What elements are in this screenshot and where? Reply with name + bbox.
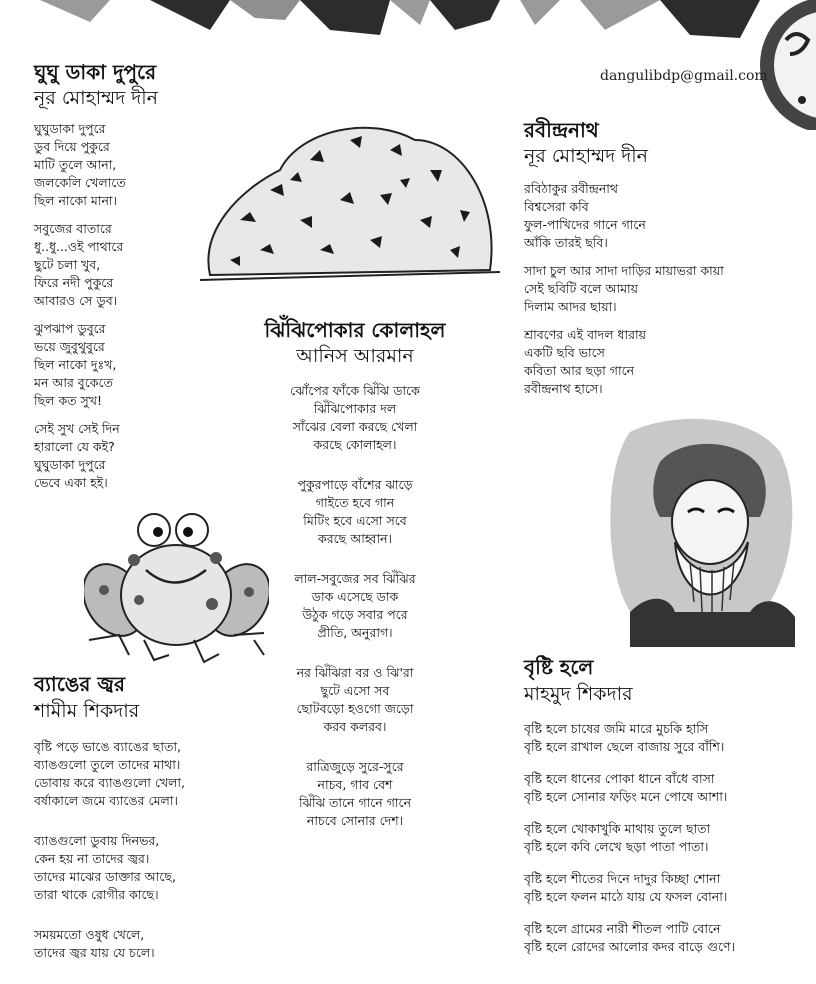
verse-line: বৃষ্টি হলে গ্রামের নারী শীতল পাটি বোনে <box>524 921 721 936</box>
verse-line: ফিরে নদী পুকুরে <box>34 275 114 290</box>
verse-line: ডোবায় করে ব্যাঙগুলো খেলা, <box>34 775 186 790</box>
poem-title-ghughu: ঘুঘু ডাকা দুপুরে <box>34 60 157 84</box>
verse-line: গাইতে হবে গান <box>315 495 395 510</box>
verse-line: বৃষ্টি হলে রোদের আলোর কদর বাড়ে গুণে। <box>524 939 736 954</box>
verse-line: সাঁঝের বেলা করছে খেলা <box>292 419 418 434</box>
stanza <box>240 664 470 736</box>
poem-author-brishti: মাহমুদ শিকদার <box>524 683 633 705</box>
verse-line: ছিল নাকো দুঃখ, <box>34 357 117 372</box>
frog-illustration <box>84 500 269 665</box>
verse-line: একটি ছবি ভাসে <box>524 345 605 360</box>
verse-line: নর ঝিঁঝিরা বর ও ঝি'রা <box>296 665 414 680</box>
verse-line: বৃষ্টি হলে ফলন মাঠে যায় যে ফসল বোনা। <box>524 889 728 904</box>
stanza <box>34 926 264 962</box>
verse-line: বৃষ্টি হলে সোনার ফড়িং মনে পোষে আশা। <box>524 789 728 804</box>
verse-line: ভেবে একা হই। <box>34 475 108 490</box>
verse-line: সাদা চুল আর সাদা দাড়ির মায়াভরা কায়া <box>524 263 724 278</box>
verse-line: করব কলরব। <box>323 719 387 734</box>
poem-body-byang <box>34 738 264 972</box>
verse-line: ব্যাঙগুলো ডুবায় দিনভর, <box>34 833 160 848</box>
verse-line: বৃষ্টি হলে চাষের জমি মারে মুচকি হাসি <box>524 721 709 736</box>
verse-line: ছিল কত সুখ! <box>34 393 103 408</box>
stanza <box>524 326 794 398</box>
verse-line: পুকুরপাড়ে বাঁশের ঝাড়ে <box>297 477 413 492</box>
verse-line: মিটিং হবে এসো সবে <box>303 513 407 528</box>
verse-line: বৃষ্টি হলে খোকাখুকি মাথায় তুলে ছাতা <box>524 821 711 836</box>
stanza <box>524 820 804 856</box>
verse-line: ছুটে এসো সব <box>320 683 390 698</box>
poem-title-byang: ব্যাঙের জ্বর <box>34 672 125 696</box>
verse-line: করছে আহ্বান। <box>318 531 392 546</box>
stanza <box>524 180 794 252</box>
verse-line: জলকেলি খেলাতে <box>34 175 126 190</box>
stanza <box>240 476 470 548</box>
stanza <box>34 738 264 810</box>
poem-title-brishti: বৃষ্টি হলে <box>524 655 594 679</box>
poem-title-jhijhi: ঝিঁঝিপোকার কোলাহল <box>264 318 446 342</box>
verse-line: করছে কোলাহল। <box>313 437 397 452</box>
stanza <box>524 770 804 806</box>
poem-author-rabindra: নূর মোহাম্মদ দীন <box>524 145 648 167</box>
verse-line: রবীন্দ্রনাথ হাসে। <box>524 381 603 396</box>
verse-line: ঘুঘুডাকা দুপুরে <box>34 457 106 472</box>
stanza <box>524 870 804 906</box>
poem-body-brishti <box>524 720 804 966</box>
stanza <box>34 832 264 904</box>
poem-body-rabindra <box>524 180 794 408</box>
verse-line: মাটি তুলে আনা, <box>34 157 117 172</box>
verse-line: বৃষ্টি পড়ে ভাঙে ব্যাঙের ছাতা, <box>34 739 181 754</box>
verse-line: তাদের মাঝের ডাক্তার আছে, <box>34 869 176 884</box>
verse-line: সবুজের বাতারে <box>34 221 112 236</box>
verse-line: সেই ছবিটি বলে আমায় <box>524 281 639 296</box>
bush-illustration <box>200 100 500 290</box>
poem-author-jhijhi: আনিস আরমান <box>296 345 414 367</box>
poem-author-byang: শামীম শিকদার <box>34 700 140 722</box>
verse-line: হারালো যে কই? <box>34 439 115 454</box>
stanza <box>34 120 209 210</box>
verse-line: রাত্রিজুড়ে সুরে-সুরে <box>306 759 404 774</box>
verse-line: ঝিঁঝি তানে গানে গানে <box>298 795 412 810</box>
verse-line: নাচবে সোনার দেশ। <box>306 813 404 828</box>
stanza <box>524 262 794 316</box>
verse-line: ধু..ধু...ওই পাথারে <box>34 239 124 254</box>
verse-line: আঁকি তারই ছবি। <box>524 235 608 250</box>
verse-line: বৃষ্টি হলে কবি লেখে ছড়া পাতা পাতা। <box>524 839 709 854</box>
verse-line: রবিঠাকুর রবীন্দ্রনাথ <box>524 181 619 196</box>
verse-line: ছিল নাকো মানা। <box>34 193 118 208</box>
verse-line: ছুটে চলা খুব, <box>34 257 101 272</box>
stanza <box>34 220 209 310</box>
verse-line: আবারও সে ডুব। <box>34 293 118 308</box>
stanza <box>34 420 209 492</box>
stanza <box>240 758 470 830</box>
verse-line: বিশ্বসেরা কবি <box>524 199 589 214</box>
header-banner <box>0 0 816 40</box>
verse-line: ফুল-পাখিদের গানে গানে <box>524 217 646 232</box>
stanza <box>524 720 804 756</box>
verse-line: ব্যাঙগুলো তুলে তাদের মাথা। <box>34 757 181 772</box>
verse-line: নাচব, গাব বেশ <box>317 777 393 792</box>
verse-line: সেই সুখ সেই দিন <box>34 421 120 436</box>
verse-line: ভয়ে জুবুথুবুরে <box>34 339 105 354</box>
contact-email: dangulibdp@gmail.com <box>600 68 768 84</box>
verse-line: সময়মতো ওষুধ খেলে, <box>34 927 145 942</box>
corner-logo <box>756 0 816 130</box>
verse-line: মন আর বুকেতে <box>34 375 113 390</box>
verse-line: ঝোঁপের ফাঁকে ঝিঁঝি ডাকে <box>290 383 420 398</box>
verse-line: ঝিঁঝিপোকার দল <box>313 401 397 416</box>
poet-portrait-illustration <box>600 412 800 647</box>
poem-body-ghughu <box>34 120 209 502</box>
verse-line: কবিতা আর ছড়া গানে <box>524 363 635 378</box>
verse-line: কেন হয় না তাদের জ্বর। <box>34 851 150 866</box>
verse-line: ঝুপঝাপ ডুবুরে <box>34 321 106 336</box>
verse-line: শ্রাবণের এই বাদল ধারায় <box>524 327 647 342</box>
verse-line: ছোটবড়ো হওগো জড়ো <box>296 701 414 716</box>
verse-line: উঠুক গড়ে সবার পরে <box>302 607 408 622</box>
verse-line: তাদের জ্বর যায় যে চলে। <box>34 945 155 960</box>
verse-line: ডুব দিয়ে পুকুরে <box>34 139 110 154</box>
verse-line: বৃষ্টি হলে রাখাল ছেলে বাজায় সুরে বাঁশি। <box>524 739 725 754</box>
verse-line: লাল-সবুজের সব ঝিঁঝির <box>294 571 416 586</box>
poem-author-ghughu: নূর মোহাম্মদ দীন <box>34 87 158 109</box>
verse-line: দিলাম আদর ছায়া। <box>524 299 617 314</box>
verse-line: প্রীতি, অনুরাগ। <box>317 625 393 640</box>
stanza <box>524 920 804 956</box>
verse-line: তারা থাকে রোগীর কাছে। <box>34 887 159 902</box>
verse-line: ঘুঘুডাকা দুপুরে <box>34 121 106 136</box>
verse-line: বৃষ্টি হলে ধানের পোকা ধানে বাঁধে বাসা <box>524 771 715 786</box>
stanza <box>240 382 470 454</box>
poem-body-jhijhi <box>240 382 470 840</box>
poem-title-rabindra: রবীন্দ্রনাথ <box>524 118 599 142</box>
verse-line: ডাক এসেছে ডাক <box>311 589 399 604</box>
verse-line: বর্ষাকালে জমে ব্যাঙের মেলা। <box>34 793 178 808</box>
verse-line: বৃষ্টি হলে শীতের দিনে দাদুর কিচ্ছা শোনা <box>524 871 721 886</box>
stanza <box>240 570 470 642</box>
stanza <box>34 320 209 410</box>
